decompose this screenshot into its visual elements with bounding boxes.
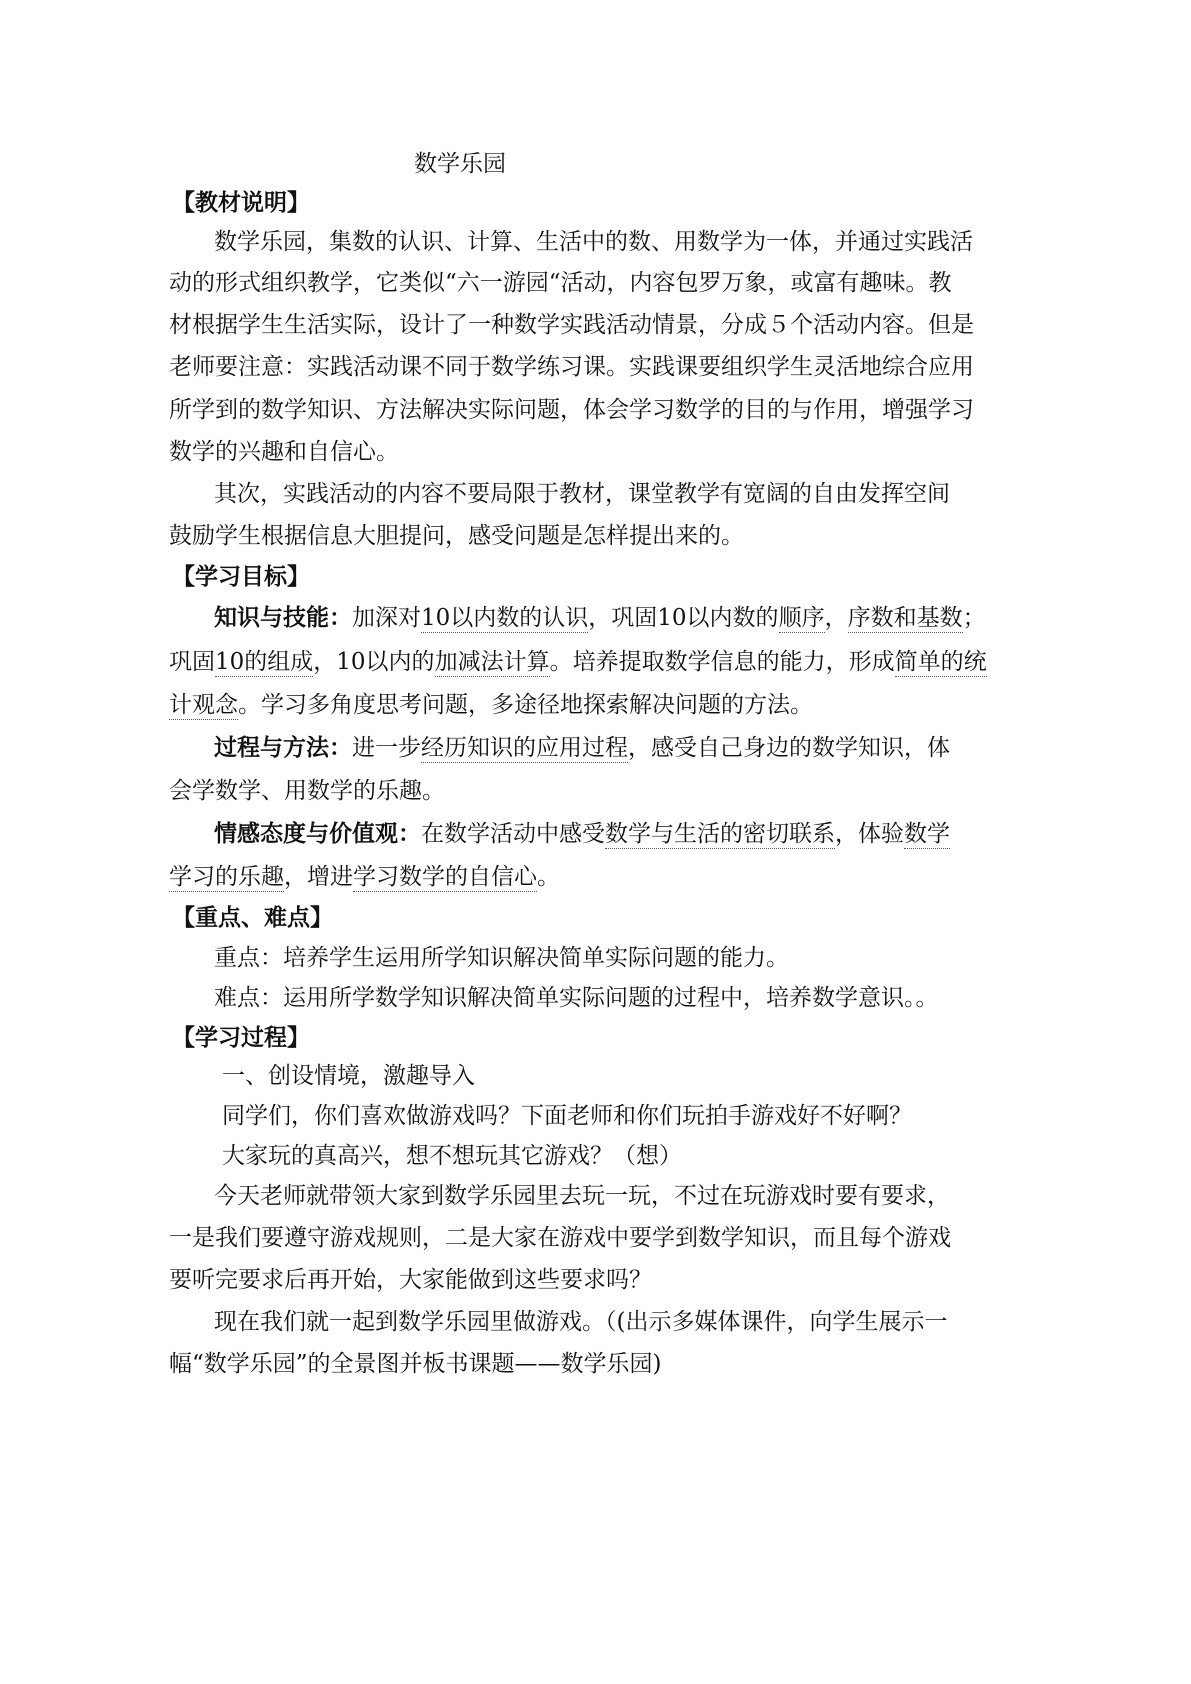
- text-run: 加深对: [352, 605, 421, 631]
- goal-process-line-2: 会学数学、用数学的乐趣。: [169, 778, 445, 804]
- underlined-text: 加减法计算: [434, 649, 550, 675]
- goal-label: 知识与技能：: [214, 605, 352, 631]
- underlined-text: 数学: [904, 821, 950, 847]
- difficulty-text: 难点：运用所学数学知识解决简单实际问题的过程中，培养数学意识。。: [214, 985, 939, 1011]
- section-heading-material: 【教材说明】: [172, 190, 310, 216]
- paragraph-line: 数学的兴趣和自信心。: [169, 439, 399, 465]
- page-title: 数学乐园: [414, 151, 506, 177]
- underlined-text: 学习的乐趣: [169, 864, 284, 890]
- paragraph-line: 今天老师就带领大家到数学乐园里去玩一玩，不过在玩游戏时要有要求，: [214, 1183, 950, 1209]
- goal-emotion-line-1: [214, 819, 950, 849]
- paragraph-line: 老师要注意：实践活动课不同于数学练习课。实践课要组织学生灵活地综合应用: [169, 354, 974, 380]
- underlined-text: 序数和基数: [847, 605, 963, 631]
- paragraph-line: 材根据学生生活实际，设计了一种数学实践活动情景，分成５个活动内容。但是: [169, 312, 974, 338]
- underlined-text: 简单的统: [894, 649, 987, 675]
- paragraph-line: 幅“数学乐园”的全景图并板书课题——数学乐园): [169, 1351, 662, 1377]
- paragraph-line: 现在我们就一起到数学乐园里做游戏。（(出示多媒体课件，向学生展示一: [214, 1309, 948, 1335]
- section-heading-process: 【学习过程】: [172, 1025, 310, 1051]
- text-run: ，感受自己身边的数学知识，体: [628, 735, 950, 761]
- underlined-text: 10的组成: [215, 649, 314, 675]
- goal-knowledge-line-3: [169, 690, 813, 720]
- paragraph-line: 同学们，你们喜欢做游戏吗？下面老师和你们玩拍手游戏好不好啊？: [222, 1103, 912, 1129]
- text-run: ，10以内的: [313, 649, 435, 675]
- goal-label: 情感态度与价值观：: [214, 821, 421, 847]
- paragraph-line: 一是我们要遵守游戏规则，二是大家在游戏中要学到数学知识，而且每个游戏: [169, 1225, 951, 1251]
- goal-knowledge-line-2: [169, 647, 987, 677]
- underlined-text: 学习数学的自信心: [353, 864, 537, 890]
- paragraph-line: 要听完要求后再开始，大家能做到这些要求吗？: [169, 1267, 652, 1293]
- paragraph-line: 数学乐园，集数的认识、计算、生活中的数、用数学为一体，并通过实践活: [214, 229, 973, 255]
- goal-knowledge-line-1: [214, 603, 986, 633]
- text-run: ，巩固10以内数的: [588, 605, 779, 631]
- text-run: ，增进: [284, 864, 353, 890]
- underlined-text: 经历知识的应用过程: [421, 735, 628, 761]
- text-run: 在数学活动中感受: [421, 821, 605, 847]
- section-heading-goals: 【学习目标】: [172, 564, 310, 590]
- section-heading-key-points: 【重点、难点】: [172, 905, 333, 931]
- underlined-text: 10以内数的认识: [421, 605, 589, 631]
- text-run: ；: [962, 605, 986, 631]
- text-run: ，: [824, 605, 848, 631]
- text-run: 。学习多角度思考问题，多途径地探索解决问题的方法。: [238, 692, 813, 718]
- paragraph-line: 其次，实践活动的内容不要局限于教材，课堂教学有宽阔的自由发挥空间: [214, 481, 950, 507]
- paragraph-line: 大家玩的真高兴，想不想玩其它游戏？（想）: [222, 1143, 682, 1169]
- paragraph-line: 所学到的数学知识、方法解决实际问题，体会学习数学的目的与作用，增强学习: [169, 397, 974, 423]
- goal-emotion-line-2: [169, 862, 560, 892]
- focus-text: 重点：培养学生运用所学知识解决简单实际问题的能力。: [214, 945, 789, 971]
- text-run: 。培养提取数学信息的能力，形成: [549, 649, 895, 675]
- text-run: 。: [537, 864, 560, 890]
- text-run: 进一步: [352, 735, 421, 761]
- underlined-text: 计观念: [169, 692, 238, 718]
- underlined-text: 数学与生活的密切联系: [605, 821, 835, 847]
- step-heading: 一、创设情境，激趣导入: [222, 1063, 475, 1089]
- goal-process-line-1: [214, 733, 950, 763]
- text-run: 巩固: [169, 649, 215, 675]
- goal-label: 过程与方法：: [214, 735, 352, 761]
- paragraph-line: 动的形式组织教学，它类似“六一游园“活动，内容包罗万象，或富有趣味。教: [169, 270, 952, 296]
- text-run: ，体验: [835, 821, 904, 847]
- underlined-text: 顺序: [778, 605, 825, 631]
- paragraph-line: 鼓励学生根据信息大胆提问，感受问题是怎样提出来的。: [169, 523, 744, 549]
